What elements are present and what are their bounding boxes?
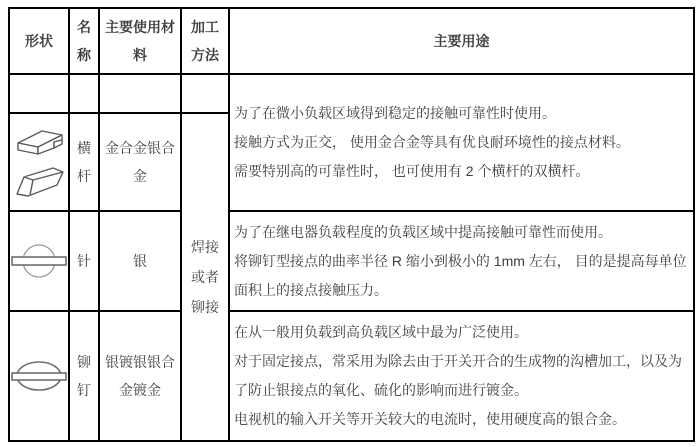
name-label: 铆钉	[77, 354, 91, 398]
usage-paragraph: 为了在微小负载区域得到稳定的接触可靠性时使用。	[234, 105, 556, 121]
table-header-row	[9, 8, 694, 74]
pin-contact-drawing-icon	[10, 239, 68, 283]
material-cell-rivet	[99, 311, 181, 441]
usage-paragraph: 在从一般用负载到高负载区域中最为广泛使用。	[234, 324, 528, 340]
material-label: 金合金银合金	[105, 140, 175, 184]
usage-cell-pin	[229, 211, 694, 311]
spacer-row	[9, 74, 694, 113]
header-shape-label: 形状	[25, 33, 53, 49]
name-cell-crossbar	[69, 113, 99, 211]
name-label: 横杆	[77, 140, 91, 184]
header-name-label: 名称	[77, 19, 91, 63]
header-name	[69, 8, 99, 74]
header-shape	[9, 8, 69, 74]
crossbar-isometric-drawing-icon	[10, 126, 68, 198]
usage-cell-rivet	[229, 311, 694, 441]
usage-paragraph: 接触方式为正交， 使用金合金等具有优良耐环境性的接点材料。	[234, 134, 630, 150]
header-usage-label: 主要用途	[433, 33, 490, 49]
spacer-process-cell	[181, 74, 229, 113]
usage-paragraph: 对于固定接点，常采用为除去由于开关开合的生成物的沟槽加工，以及为了防止银接点的氧化、硫化的影响而进行镀金。	[234, 353, 682, 398]
header-usage	[229, 8, 694, 74]
rivet-contact-drawing-icon	[10, 354, 68, 398]
usage-paragraph: 将铆钉型接点的曲率半径 R 缩小到极小的 1mm 左右， 目的是提高每单位面积上的接点接触压力。	[234, 252, 687, 298]
name-cell-rivet	[69, 311, 99, 441]
material-label: 银镀银银合金镀金	[105, 354, 175, 398]
material-cell-pin	[99, 211, 181, 311]
spacer-name-cell	[69, 74, 99, 113]
usage-cell-crossbar	[229, 74, 694, 211]
shape-cell-rivet	[9, 311, 69, 441]
header-material-label: 主要使用材料	[105, 19, 175, 63]
table-row-pin	[9, 211, 694, 311]
material-cell-crossbar	[99, 113, 181, 211]
usage-paragraph: 电视机的输入开关等开关较大的电流时，使用硬度高的银合金。	[234, 411, 626, 427]
spacer-material-cell	[99, 74, 181, 113]
contact-materials-table	[8, 7, 695, 442]
usage-paragraph: 需要特别高的可靠性时， 也可使用有 2 个横杆的双横杆。	[234, 163, 590, 179]
process-method-label: 焊接或者铆接	[191, 239, 219, 315]
header-process	[181, 8, 229, 74]
shape-cell-crossbar	[9, 113, 69, 211]
usage-paragraph: 为了在继电器负载程度的负载区域中提高接触可靠性而使用。	[234, 223, 612, 240]
shape-cell-pin	[9, 211, 69, 311]
header-material	[99, 8, 181, 74]
name-cell-pin	[69, 211, 99, 311]
material-label: 银	[133, 253, 147, 269]
header-process-label: 加工方法	[191, 19, 219, 63]
spacer-shape-cell	[9, 74, 69, 113]
name-label: 针	[77, 253, 91, 269]
table-row-rivet	[9, 311, 694, 441]
process-method-cell	[181, 113, 229, 441]
